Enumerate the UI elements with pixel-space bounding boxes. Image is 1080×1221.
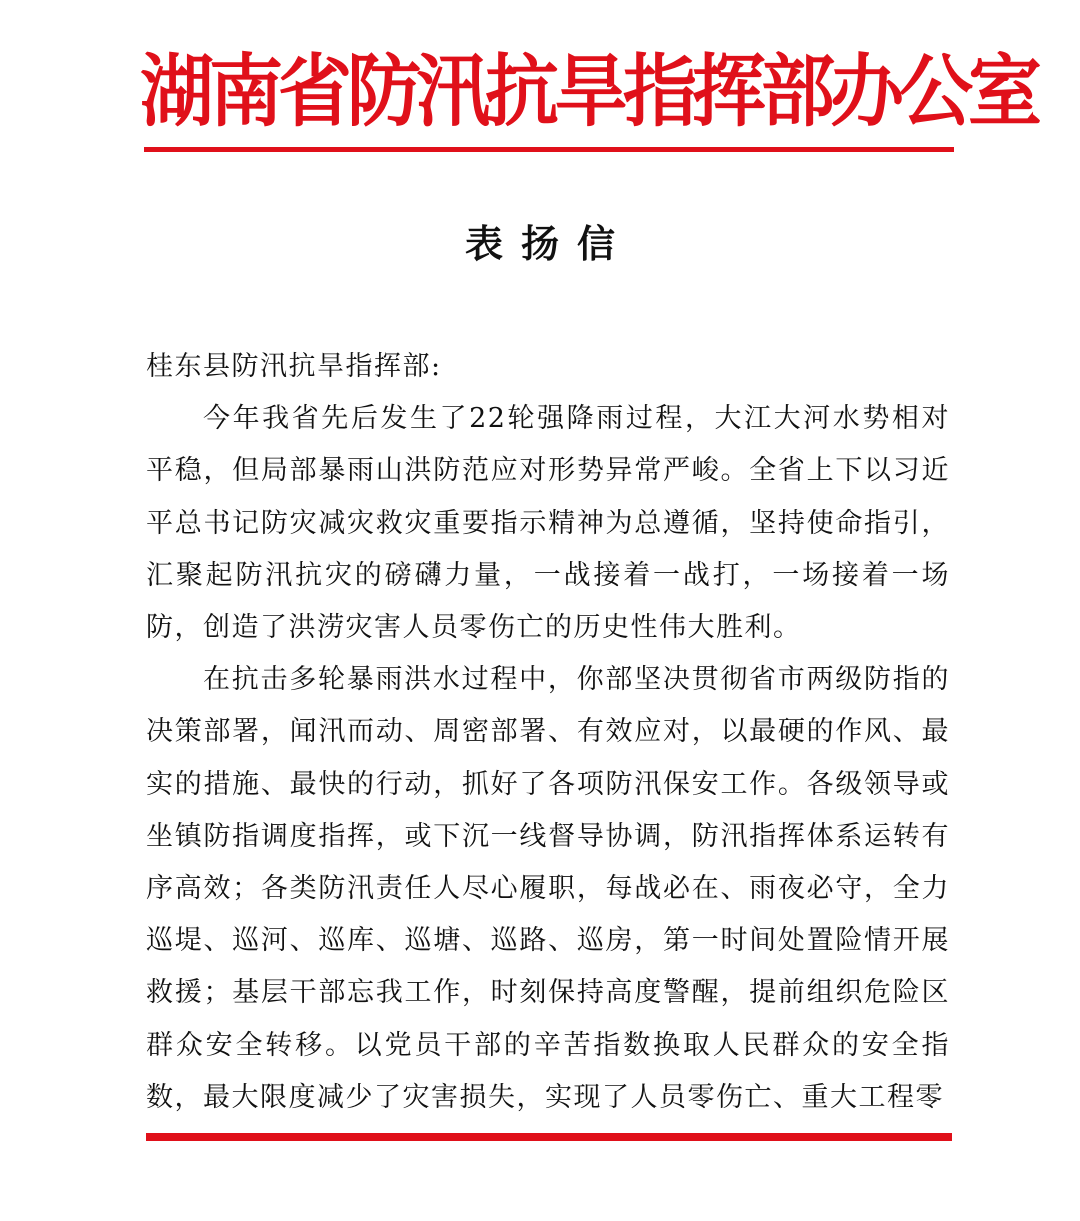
letter-body — [146, 341, 950, 1124]
document-title: 表扬信 — [464, 221, 633, 266]
letterhead-rule — [144, 147, 954, 152]
body-paragraph-2: 在抗击多轮暴雨洪水过程中，你部坚决贯彻省市两级防指的决策部署，闻汛而动、周密部署、有效应对，以最硬的作风、最实的措施、最快的行动，抓好了各项防汛保安工作。各级领导或坐镇防指调度指挥，或下沉一线督导协调，防汛指挥体系运转有序高效；各类防汛责任人尽心履职，每战必在、雨夜必守，全力巡堤、巡河、巡库、巡塘、巡路、巡房，第一时间处置险情开展救援；基层干部忘我工作，时刻保持高度警醒，提前组织危险区群众安全转移。以党员干部的辛苦指数换取人民群众的安全指数，最大限度减少了灾害损失，实现了人员零伤亡、重大工程零 — [146, 664, 950, 1113]
body-paragraph-1: 今年我省先后发生了22轮强降雨过程，大江大河水势相对平稳，但局部暴雨山洪防范应对形势异常严峻。全省上下以习近平总书记防灾减灾救灾重要指示精神为总遵循，坚持使命指引，汇聚起防汛抗灾的磅礴力量，一战接着一战打，一场接着一场防，创造了洪涝灾害人员零伤亡的历史性伟大胜利。 — [146, 403, 950, 644]
footer-rule — [146, 1133, 952, 1141]
salutation: 桂东县防汛抗旱指挥部: — [146, 351, 442, 382]
letterhead-organization: 湖南省防汛抗旱指挥部办公室 — [140, 46, 1037, 138]
